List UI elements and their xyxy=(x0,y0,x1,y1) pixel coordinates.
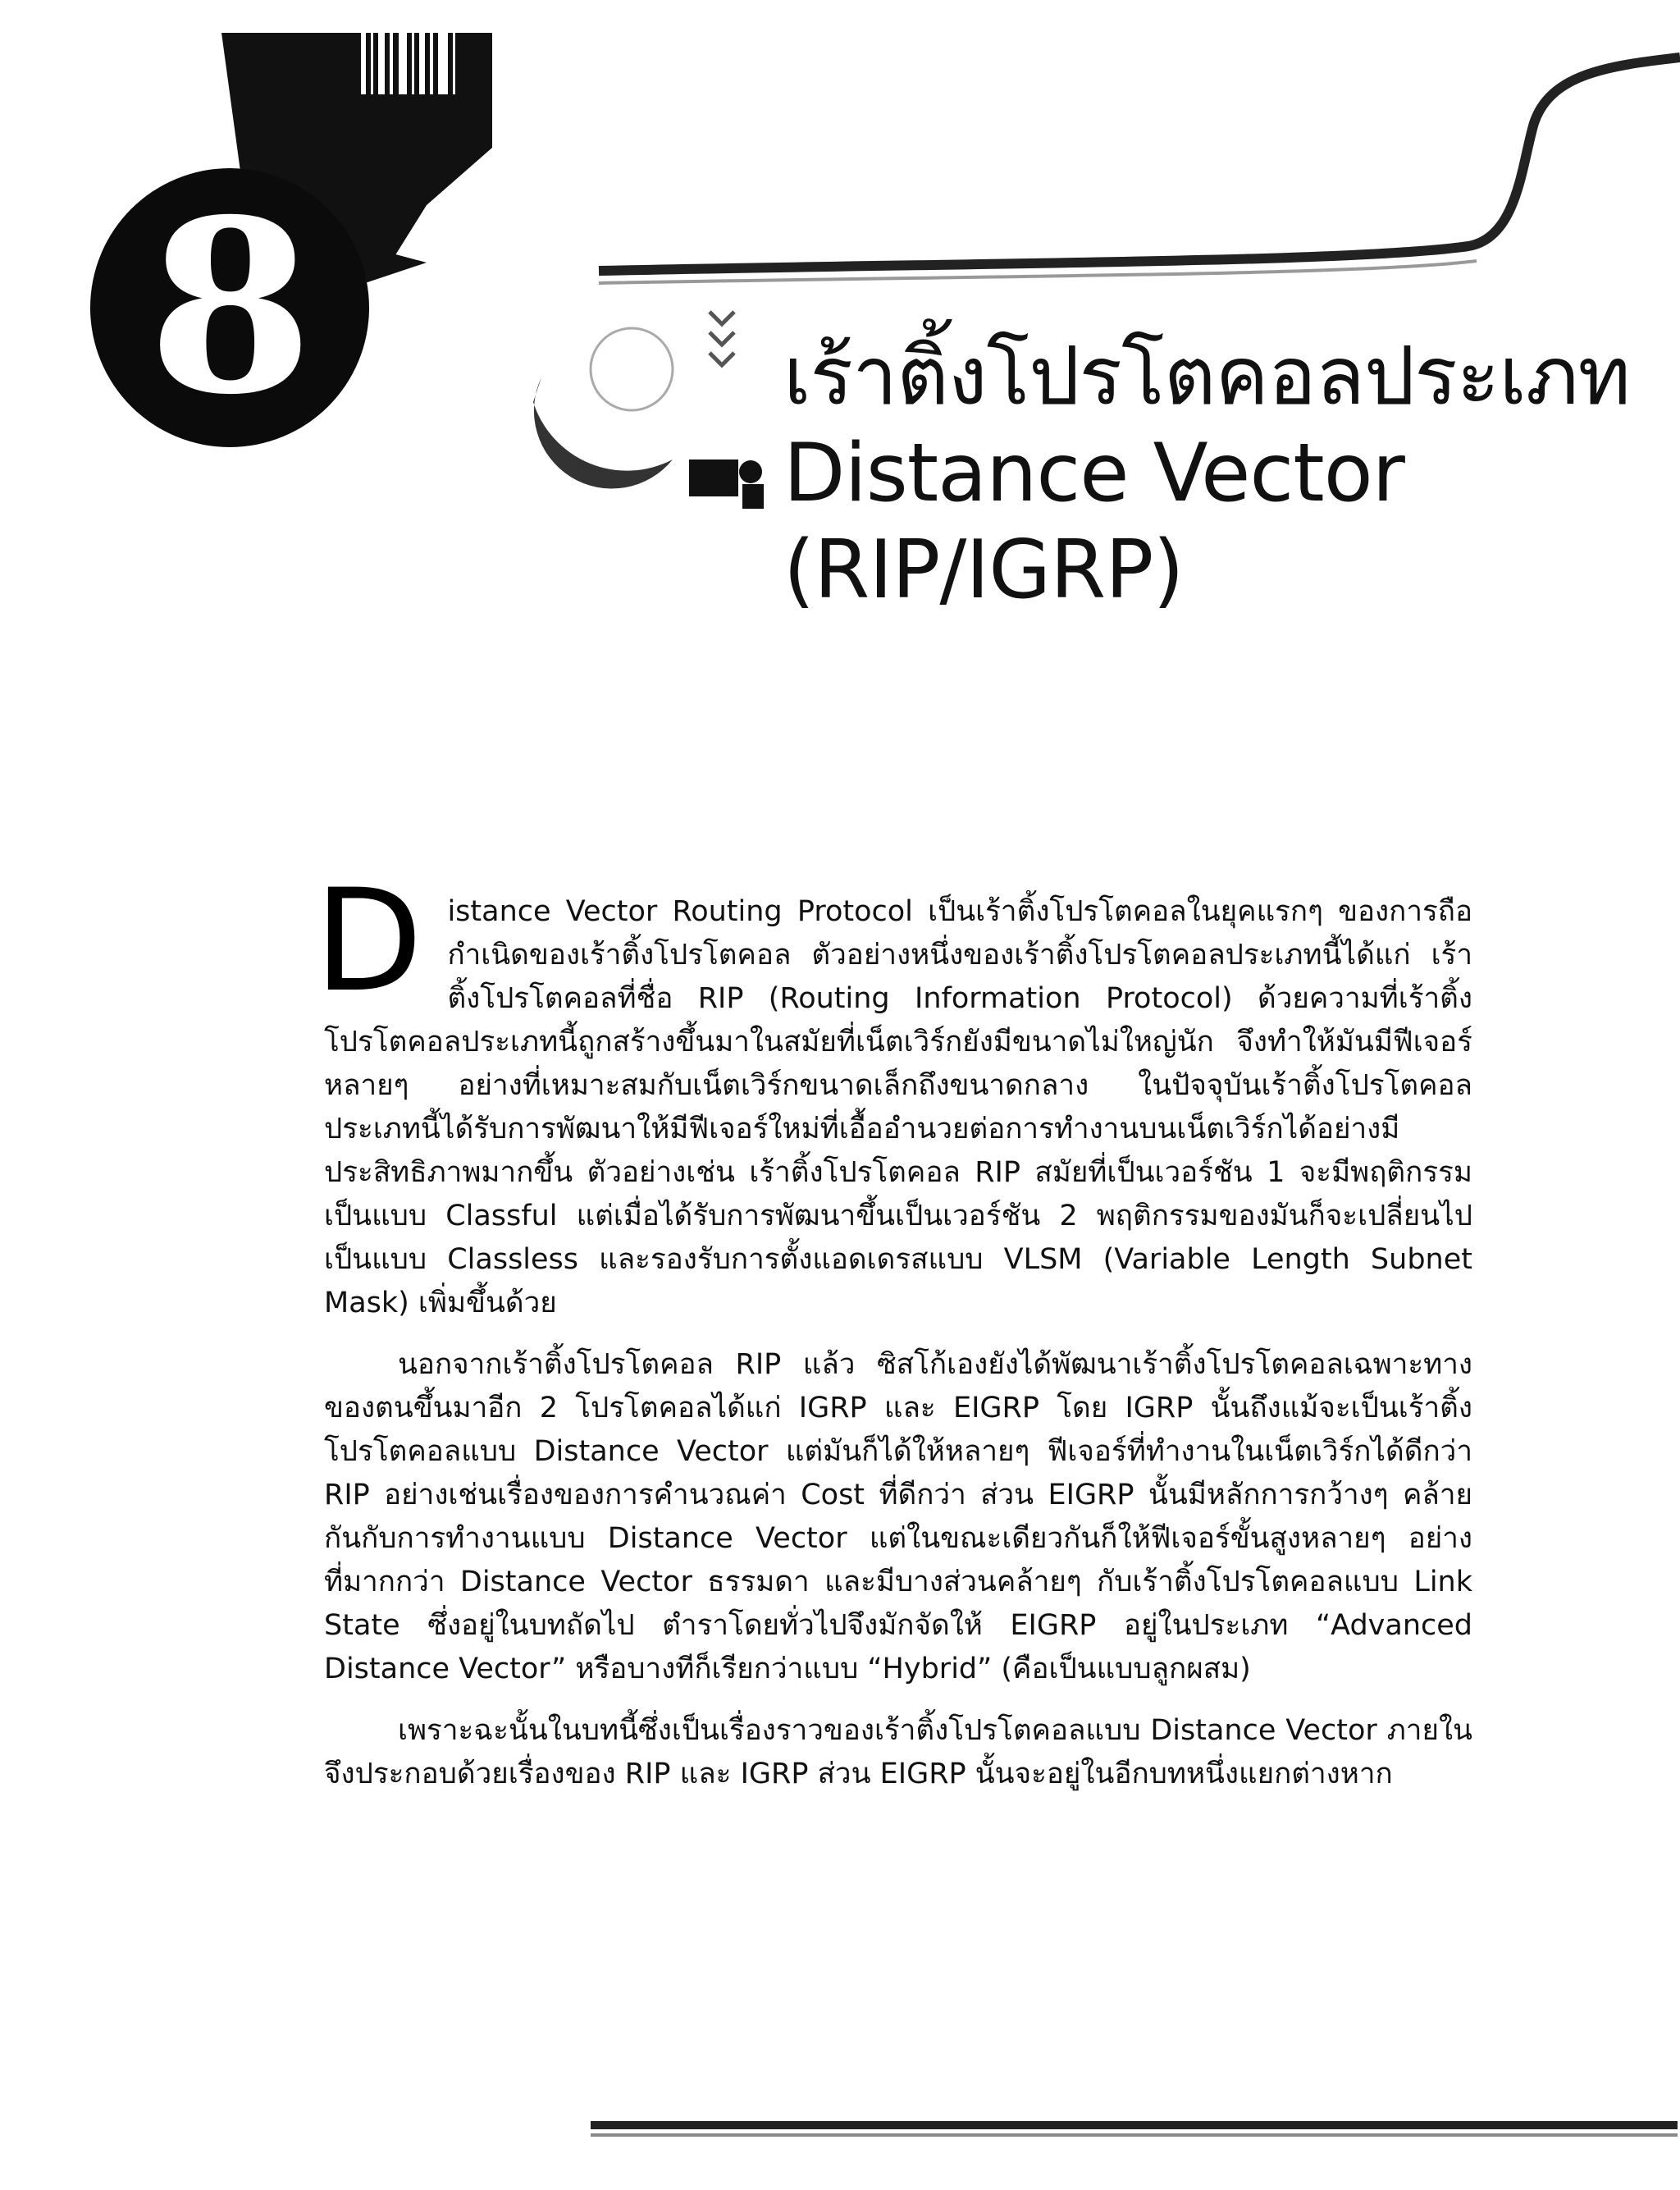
computer-user-icon xyxy=(689,459,764,509)
paragraph-1 xyxy=(314,858,1472,1325)
footer-rule xyxy=(591,2121,1678,2129)
chapter-number: 8 xyxy=(148,168,313,447)
chapter-title xyxy=(783,328,1653,619)
paragraph-1-text: istance Vector Routing Protocol เป็นเร้าติ้งโปรโตคอลในยุคแรกๆ ของการถือกำเนิดของเร้าติ้งโปรโตคอล ตัวอย่างหนึ่งของเร้าติ้งโปรโตคอลประเภทนี้ได้แก่ เร้าติ้งโปรโตคอลที่ชื่อ RIP (Routing Information Protocol) ด้วยความที่เร้าติ้งโปรโตคอลประเภทนี้ถูกสร้างขึ้นมาในสมัยที่เน็ตเวิร์กยังมีขนาดไม่ใหญ่นัก จึงทำให้มันมีฟีเจอร์หลายๆ อย่างที่เหมาะสมกับเน็ตเวิร์กขนาดเล็กถึงขนาดกลาง ในปัจจุบันเร้าติ้งโปรโตคอลประเภทนี้ได้รับการพัฒนาให้มีฟีเจอร์ใหม่ที่เอื้ออำนวยต่อการทำงานบนเน็ตเวิร์กได้อย่างมีประสิทธิภาพมากขึ้น ตัวอย่างเช่น เร้าติ้งโปรโตคอล RIP สมัยที่เป็นเวอร์ชัน 1 จะมีพฤติกรรมเป็นแบบ Classful แต่เมื่อได้รับการพัฒนาขึ้นเป็นเวอร์ชัน 2 พฤติกรรมของมันก็จะเปลี่ยนไปเป็นแบบ Classless และรองรับการตั้งแอดเดรสแบบ VLSM (Variable Length Subnet Mask) เพิ่มขึ้นด้วย xyxy=(324,895,1472,1319)
header-swoosh xyxy=(599,57,1680,271)
paragraph-3: เพราะฉะนั้นในบทนี้ซึ่งเป็นเรื่องราวของเร้าติ้งโปรโตคอลแบบ Distance Vector ภายในจึงประกอบด้วยเรื่องของ RIP และ IGRP ส่วน EIGRP นั้นจะอยู่ในอีกบทหนึ่งแยกต่างหาก xyxy=(324,1714,1472,1790)
globe-graphic xyxy=(533,328,673,489)
footer-rule-thin xyxy=(591,2133,1678,2137)
chevron-down-icon xyxy=(710,312,734,365)
chapter-title-line-3: (RIP/IGRP) xyxy=(783,523,1184,617)
chapter-title-line-1: เร้าติ้งโปรโตคอลประเภท xyxy=(783,330,1631,423)
paragraph-2: นอกจากเร้าติ้งโปรโตคอล RIP แล้ว ซิสโก้เองยังได้พัฒนาเร้าติ้งโปรโตคอลเฉพาะทางของตนขึ้นมาอีก 2 โปรโตคอลได้แก่ IGRP และ EIGRP โดย IGRP นั้นถึงแม้จะเป็นเร้าติ้งโปรโตคอลแบบ Distance Vector แต่มันก็ได้ให้หลายๆ ฟีเจอร์ที่ทำงานในเน็ตเวิร์กได้ดีกว่า RIP อย่างเช่นเรื่องของการคำนวณค่า Cost ที่ดีกว่า ส่วน EIGRP นั้นมีหลักการกว้างๆ คล้ายกันกับการทำงานแบบ Distance Vector แต่ในขณะเดียวกันก็ให้ฟีเจอร์ขั้นสูงหลายๆ อย่างที่มากกว่า Distance Vector ธรรมดา และมีบางส่วนคล้ายๆ กับเร้าติ้งโปรโตคอลแบบ Link State ซึ่งอยู่ในบทถัดไป ตำราโดยทั่วไปจึงมักจัดให้ EIGRP อยู่ในประเภท “Advanced Distance Vector” หรือบางทีก็เรียกว่าแบบ “Hybrid” (คือเป็นแบบลูกผสม) xyxy=(324,1348,1472,1685)
chapter-title-line-2: Distance Vector xyxy=(783,427,1404,520)
drop-cap: D xyxy=(314,858,423,1023)
body-text xyxy=(314,858,1472,1814)
